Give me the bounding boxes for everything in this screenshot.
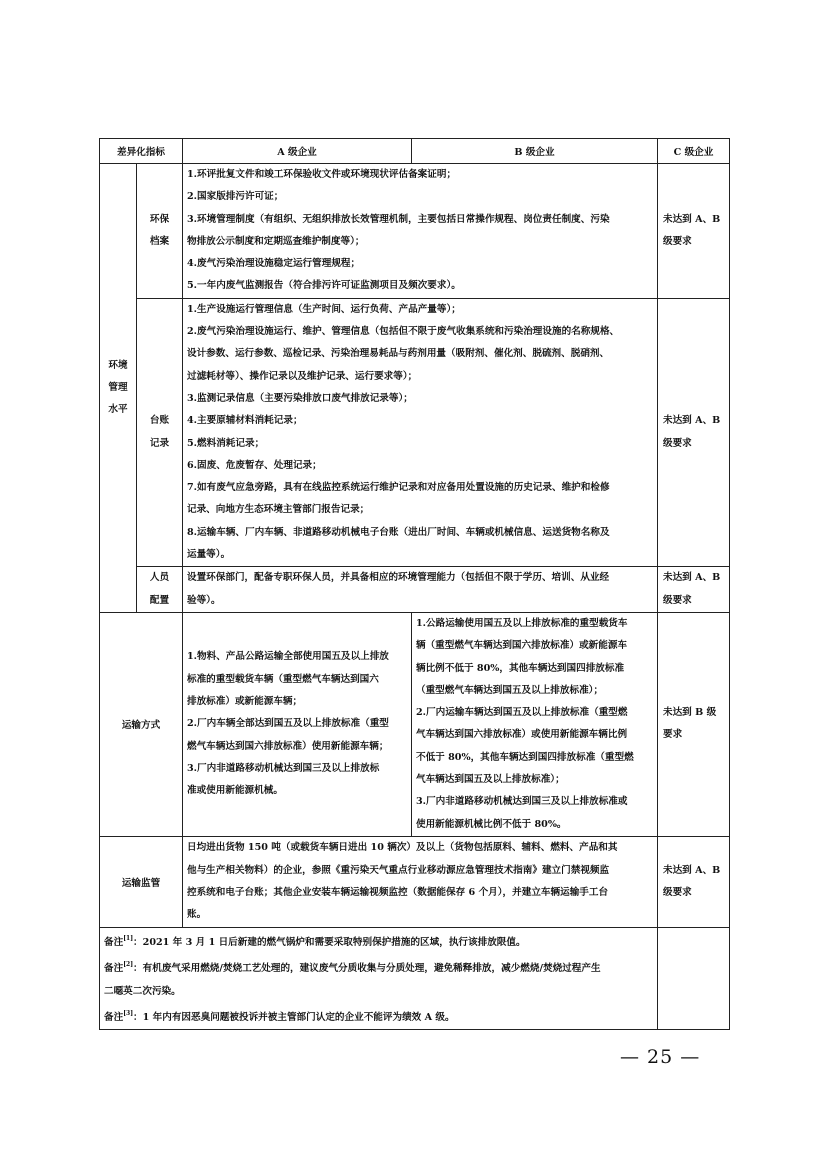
- archives-label: 环保 档案: [137, 164, 183, 299]
- table-row-transport-supervision: [100, 836, 730, 927]
- staff-requirements: 设置环保部门，配备专职环保人员，并具备相应的环境管理能力（包括但不限于学历、培训、从业经 验等）。: [183, 567, 658, 613]
- transport-supervision-c-level: 未达到 A、B 级要求: [658, 836, 730, 927]
- table-row-transport-mode: [100, 612, 730, 836]
- table-row-notes: [100, 927, 730, 1029]
- header-b-level: B 级企业: [412, 139, 658, 164]
- table-row-staff: [100, 567, 730, 613]
- transport-mode-label: 运输方式: [100, 612, 183, 836]
- note-2: 备注[2]：有机废气采用燃烧/焚烧工艺处理的，建议废气分质收集与分质处理，避免稀释排放，减少燃烧/焚烧过程产生: [104, 961, 601, 975]
- page-number: — 25 —: [620, 1046, 701, 1068]
- staff-label: 人员 配置: [137, 567, 183, 613]
- header-a-level: A 级企业: [183, 139, 412, 164]
- transport-mode-b-level: 1.公路运输使用国五及以上排放标准的重型载货车 辆（重型燃气车辆达到国六排放标准）或新能源车 辆比例不低于 80%，其他车辆达到国四排放标准 （重型燃气车辆达到国五及以上排放标准）； 2.厂内运输车辆达到国五及以上排放标准（重型燃 气车辆达到国六排放标准）或使用新能源车辆比例 不低于 80%，其他车辆达到国四排放标准（重型燃 气车辆达到国五及以上排放标准）； 3.厂内非道路移动机械达到国三及以上排放标准或 使用新能源机械比例不低于 80%。: [412, 612, 658, 836]
- note-1: 备注[1]：2021 年 3 月 1 日后新建的燃气锅炉和需要采取特别保护措施的区域，执行该排放限值。: [104, 934, 526, 948]
- note-3: 备注[3]：1 年内有因恶臭问题被投诉并被主管部门认定的企业不能评为绩效 A 级。: [104, 1009, 455, 1023]
- ledger-requirements: 1.生产设施运行管理信息（生产时间、运行负荷、产品产量等）； 2.废气污染治理设施运行、维护、管理信息（包括但不限于废气收集系统和污染治理设施的名称规格、 设计参数、运行参数、巡检记录、污染治理易耗品与药剂用量（吸附剂、催化剂、脱硫剂、脱硝剂、 过滤耗材等）、操作记录以及维护记录、运行要求等）； 3.监测记录信息（主要污染排放口废气排放记录等）； 4.主要原辅材料消耗记录； 5.燃料消耗记录； 6.固废、危废暂存、处理记录； 7.如有废气应急旁路，具有在线监控系统运行维护记录和对应备用处置设施的历史记录、维护和检修 记录、向地方生态环境主管部门报告记录； 8.运输车辆、厂内车辆、非道路移动机械电子台账（进出厂时间、车辆或机械信息、运送货物名称及 运量等）。: [183, 298, 658, 567]
- ledger-label: 台账 记录: [137, 298, 183, 567]
- header-indicator: 差异化指标: [100, 139, 183, 164]
- archives-c-level: 未达到 A、B 级要求: [658, 164, 730, 299]
- table-header-row: [100, 139, 730, 164]
- notes-empty-c-cell: [658, 927, 730, 1029]
- table-row-archives: [100, 164, 730, 299]
- archives-requirements: 1.环评批复文件和竣工环保验收文件或环境现状评估备案证明； 2.国家版排污许可证； 3.环境管理制度（有组织、无组织排放长效管理机制，主要包括日常操作规程、岗位责任制度、污染 物排放公示制度和定期巡查维护制度等）； 4.废气污染治理设施稳定运行管理规程； 5.一年内废气监测报告（符合排污许可证监测项目及频次要求）。: [183, 164, 658, 299]
- ledger-c-level: 未达到 A、B 级要求: [658, 298, 730, 567]
- transport-supervision-requirements: 日均进出货物 150 吨（或载货车辆日进出 10 辆次）及以上（货物包括原料、辅料、燃料、产品和其 他与生产相关物料）的企业，参照《重污染天气重点行业移动源应急管理技术指南》建立门禁视频监 控系统和电子台账；其他企业安装车辆运输视频监控（数据能保存 6 个月），并建立车辆运输手工台 账。: [183, 836, 658, 927]
- transport-supervision-label: 运输监管: [100, 836, 183, 927]
- header-c-level: C 级企业: [658, 139, 730, 164]
- transport-mode-a-level: 1.物料、产品公路运输全部使用国五及以上排放 标准的重型载货车辆（重型燃气车辆达到国六 排放标准）或新能源车辆； 2.厂内车辆全部达到国五及以上排放标准（重型 燃气车辆达到国六排放标准）使用新能源车辆； 3.厂内非道路移动机械达到国三及以上排放标 准或使用新能源机械。: [183, 612, 412, 836]
- env-mgmt-label: 环境 管理 水平: [100, 164, 137, 613]
- note-2-continued: 二噁英二次污染。: [104, 985, 181, 997]
- transport-mode-c-level: 未达到 B 级 要求: [658, 612, 730, 836]
- notes-cell: [100, 927, 658, 1029]
- grading-table: [99, 138, 730, 1030]
- table-row-ledger: [100, 298, 730, 567]
- staff-c-level: 未达到 A、B 级要求: [658, 567, 730, 613]
